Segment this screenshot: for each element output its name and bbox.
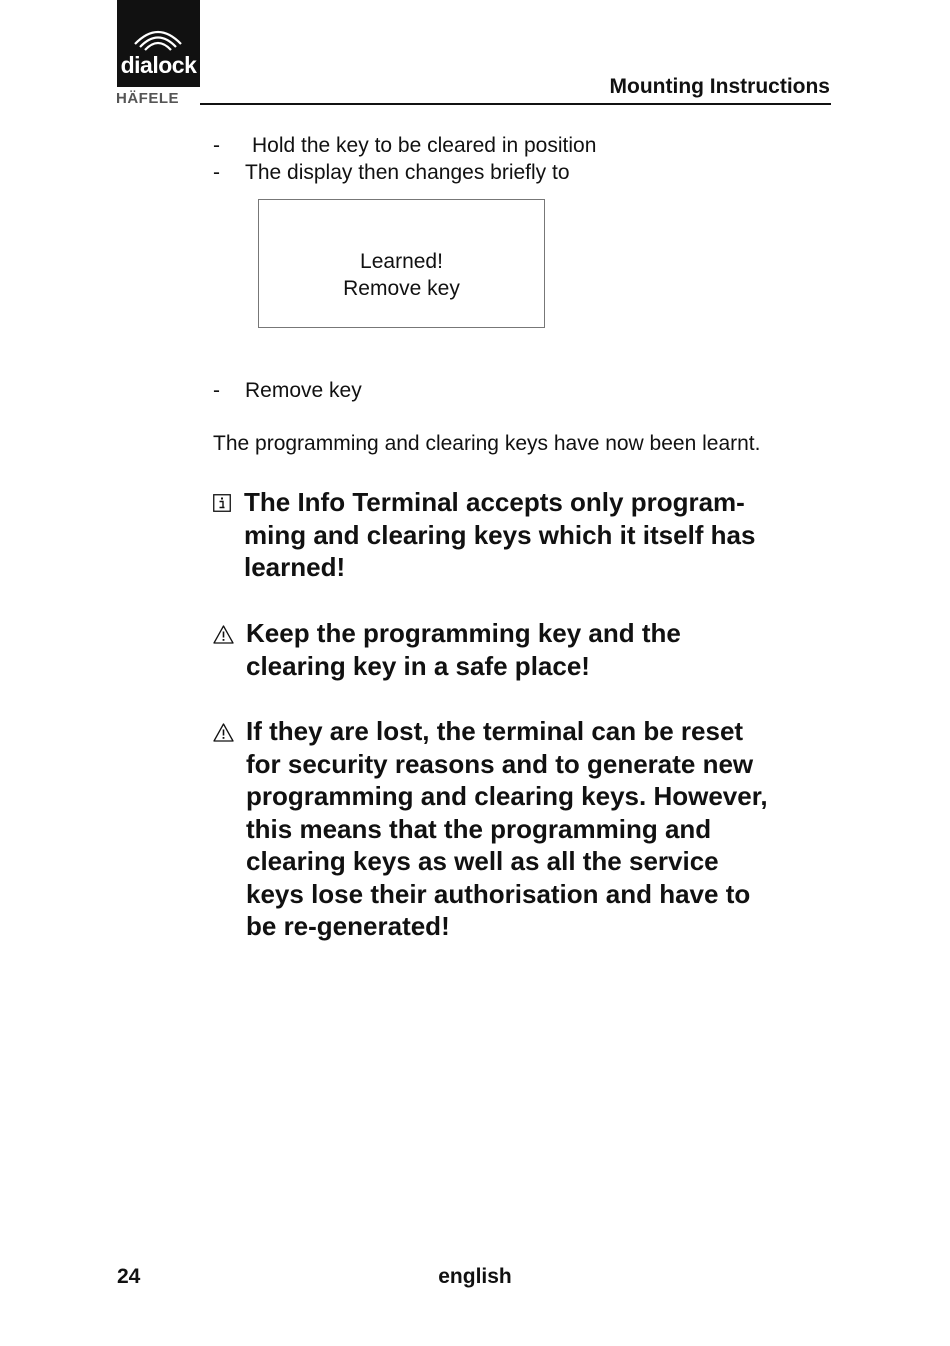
company-name: HÄFELE [116,90,179,107]
warning-icon [213,723,234,742]
note-text [213,715,833,943]
page-header-title: Mounting Instructions [609,75,830,98]
footer-language: english [438,1265,512,1288]
header-divider [200,103,831,105]
bullet-dash: - [213,161,220,184]
note-line: clearing keys as well as all the service [246,846,719,876]
note-line: for security reasons and to generate new [246,748,754,779]
bullet-dash: - [213,379,220,402]
note-line: Keep the programming key and the [246,618,681,648]
display-line-2: Remove key [343,277,460,300]
summary-paragraph: The programming and clearing keys have now been learnt. [213,432,761,455]
step-item [213,377,362,404]
step-item [213,159,570,186]
note-line: keys lose their authorisation and have to [246,878,751,909]
warning-note [213,715,833,943]
warning-icon [213,625,234,644]
note-line: programming and clearing keys. However, [246,781,768,811]
step-text: Hold the key to be cleared in position [252,134,597,157]
logo-brand-text: dialock [120,52,197,78]
note-text [213,486,833,584]
note-line: clearing key in a safe place! [246,650,590,681]
dialock-logo [117,0,200,87]
step-text: The display then changes briefly to [245,161,570,184]
terminal-display [258,199,545,328]
bullet-dash: - [213,134,220,157]
info-note [213,486,833,584]
note-line: The Info Terminal accepts only program- [244,487,745,517]
note-line: this means that the programming and [246,813,712,844]
step-text: Remove key [245,379,362,402]
display-line-1: Learned! [360,250,443,273]
step-item [213,132,596,159]
note-text [213,617,833,682]
warning-note [213,617,833,682]
note-line: be re-generated! [246,911,450,941]
info-icon [213,494,231,512]
note-line: learned! [244,552,346,582]
note-line: If they are lost, the terminal can be reset [246,716,744,746]
note-line: ming and clearing keys which it itself has [244,519,756,550]
page-number: 24 [117,1265,141,1288]
